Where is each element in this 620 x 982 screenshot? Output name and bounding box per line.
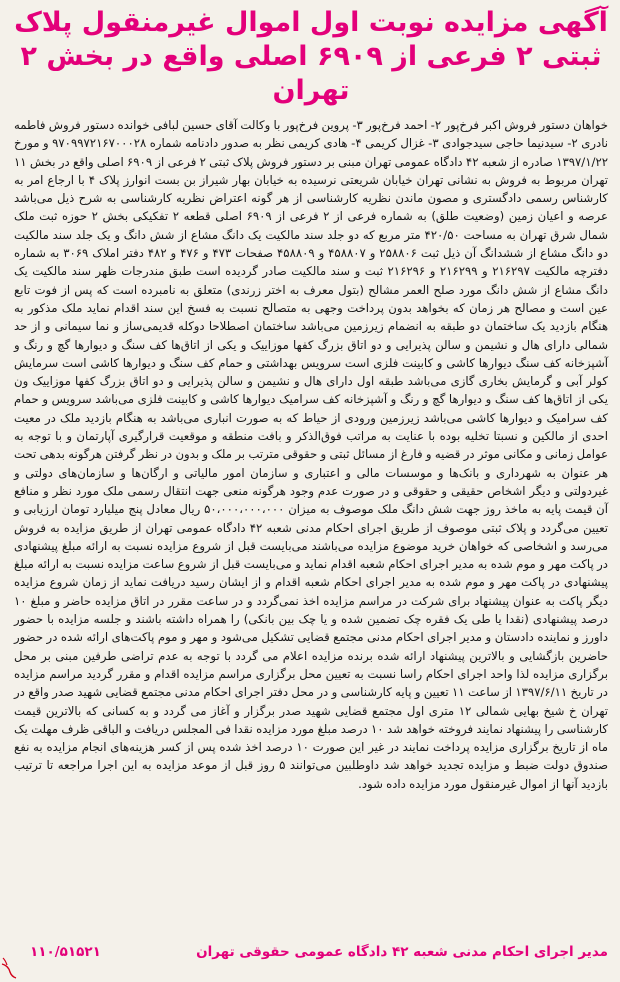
notice-footer bbox=[30, 941, 608, 963]
notice-signature: مدیر اجرای احکام مدنی شعبه ۴۲ دادگاه عمومی حقوقی تهران bbox=[196, 944, 608, 960]
notice-body: خواهان دستور فروش اکبر فرخ‌پور ۲- احمد فرخ‌پور ۳- پروین فرخ‌پور با وکالت آقای حسین لبافی خوانده دستور فروش فاطمه نادری ۲- سیدنیما حاجی سیدجوادی ۳- غزال کریمی ۴- هادی کریمی نظر به صدور دادنامه شماره ۹۷۰۹۹۷۲۱۶۷۰۰۰۲۸ و مورخ ۱۳۹۷/۱/۲۲ صادره از شعبه ۴۲ دادگاه عمومی تهران مبنی بر دستور فروش پلاک ثبتی ۲ فرعی از ۶۹۰۹ اصلی واقع در بخش ۱۱ تهران مربوط به فروش به نشانی تهران خیابان شریعتی نرسیده به خیابان بهار شیراز بن بست انوارز پلاک ۴ با ارجاع امر به کارشناس رسمی دادگستری و مصون ماندن نظریه کارشناسی از هر گونه اعتراض نظریه کارشناسی به شرح ذیل می‌باشد عرصه و اعیان زمین (وضعیت طلق) به شماره فرعی از ۲ فرعی از ۶۹۰۹ اصلی قطعه ۲ تفکیکی بخش ۲ حوزه ثبت ملک شمال شرق تهران به مساحت ۴۲۰/۵۰ متر مربع که دو جلد سند مالکیت یک دانگ مشاع از شش دانگ و یک جلد سند مالکیت دو دانگ مشاع از ششدانگ آن ذیل ثبت ۲۵۸۸۰۶ و ۴۵۸۸۰۷ و ۴۵۸۸۰۹ صفحات ۴۷۳ و ۴۷۶ و ۴۸۲ دفتر املاک ۳۰۶۹ به شماره دفترچه مالکیت ۲۱۶۲۹۷ و ۲۱۶۲۹۹ و ۲۱۶۲۹۶ ثبت و سند مالکیت صادر گردیده است طبق مندرجات ظهر سند مالکیت یک دانگ مشاع از شش دانگ مورد صلح العمر مشالح (بتول معرف به اختر زرندی) متعلق به نامبرده است که پس از فوت تابع عین است و مصالح هر زمان که بخواهد بدون پرداخت وجهی به متصالح نسبت به فسخ این سند اقدام نماید ملک مذکور به هنگام بازدید یک ساختمان دو طبقه به انضمام زیرزمین می‌باشد ساختمان اصطلاحا دوکله قدیمی‌ساز و نما سیمانی و از حد شمالی دارای هال و نشیمن و سالن پذیرایی و دو اتاق بزرگ کفها موزاییک و یکی از اتاق‌ها کف سنگ و دیوارها گچ و رنگ و آشپزخانه کف سنگ دیوارها کاشی و کابینت فلزی است سرویس بهداشتی و حمام کف سنگ و دیوارها کاشی است سرمایش کولر آبی و گرمایش بخاری گازی می‌باشد طبقه اول دارای هال و نشیمن و سالن پذیرایی و دو اتاق بزرگ کفها موزاییک ون یکی از اتاق‌ها کف سنگ و دیوارها گچ و رنگ و آشپزخانه کف سرامیک دیوارها کاشی و کابینت فلزی می‌باشد سرویس و حمام کف سرامیک و دیوارها کاشی می‌باشد زیرزمین ورودی از حیاط که به صورت انباری می‌باشد به هنگام بازدید ملک در معیت احدی از مالکین و نسبتا تخلیه بوده با عنایت به مراتب فوق‌الذکر و بافت منطقه و موقعیت قرارگیری آپارتمان و با توجه به عوامل زمانی و مکانی موثر در قضیه و فارغ از مسائل ثبتی و حقوقی مترتب بر ملک و بدون در نظر گرفتن هرگونه بدهی تحت هر عنوان به شهرداری و بانک‌ها و موسسات مالی و اعتباری و سازمان امور مالیاتی و ارگان‌ها و سازمان‌های دولتی و غیردولتی و دیگر اشخاص حقیقی و حقوقی و در صورت عدم وجود هرگونه منعی جهت انتقال رسمی ملک مورد نظر و منافع آن قیمت پایه به ماخذ روز جهت شش دانگ ملک موصوف به میزان ۵۰،۰۰۰،۰۰۰،۰۰۰ ریال معادل پنج میلیارد تومان ارزیابی و تعیین می‌گردد و پلاک ثبتی موصوف از طریق اجرای احکام مدنی شعبه ۴۲ دادگاه عمومی تهران از طریق مزایده به فروش می‌رسد و اشخاصی که خواهان خرید موضوع مزایده می‌باشند می‌بایست قبل از شروع مزایده نسبت به ارائه مبلغ پیشنهادی در پاکت مهر و موم شده به مدیر اجرای احکام شعبه اقدام نماید و می‌بایست قبل از شروع ساعت مزایده نسبت به ارائه مبلغ پیشنهادی در پاکت مهر و موم شده به مدیر اجرای احکام شعبه اقدام و از ایشان رسید دریافت نماید از زمان شروع مزایده دیگر پاکت به عنوان پیشنهاد برای شرکت در مراسم مزایده اخذ نمی‌گردد و در ساعت مقرر در اتاق مزایده حاضر و مبلغ ۱۰ درصد پیشنهادی (نقدا یا طی یک فقره چک تضمین شده و یا چک بین بانکی) را همراه داشته باشند و جلسه مزایده با حضور داورز و نماینده دادستان و مدیر اجرای احکام مدنی مجتمع قضایی تشکیل می‌شود و مهر و موم پاکت‌های ارائه شده در حضور حاضرین بازگشایی و بالاترین پیشنهاد ارائه شده برنده مزایده اعلام می گردد با توجه به عدم تراضی طرفین مبنی بر محل برگزاری مزایده لذا واحد اجرای احکام راسا نسبت به تعیین محل برگزاری مراسم مزایده اقدام و مقرر گردید مراسم مزایده در تاریخ ۱۳۹۷/۶/۱۱ از ساعت ۱۱ تعیین و پایه کارشناسی و در محل دفتر اجرای احکام مدنی مجتمع قضایی شهید صدر واقع در تهران خ شیخ بهایی شمالی ۱۲ متری اول مجتمع قضایی شهید صدر برگزار و آغاز می گردد و به کسانی که بالاترین قیمت کارشناسی را پیشنهاد نمایند فروخته خواهد شد ۱۰ درصد مبلغ مورد مزایده نقدا فی المجلس دریافت و الباقی ظرف مهلت یک ماه از تاریخ برگزاری مزایده پرداخت نمایند در غیر این صورت ۱۰ درصد اخذ شده پس از کسر هزینه‌های انجام مزایده به نفع صندوق دولت ضبط و مزایده تجدید خواهد شد داوطلبین می‌توانند ۵ روز قبل از موعد مزایده به این اجرا مراجعه تا ترتیب بازدید آنها از اموال غیرمنقول مورد مزایده داده شود. bbox=[14, 118, 609, 791]
notice-code: ۱۱۰/۵۱۵۲۱ bbox=[30, 944, 101, 960]
margin-pen-mark bbox=[0, 950, 18, 980]
notice-title: آگهی مزایده نوبت اول اموال غیرمنقول پلاک ثبتی ۲ فرعی از ۶۹۰۹ اصلی واقع در بخش ۲ تهران bbox=[14, 7, 608, 106]
